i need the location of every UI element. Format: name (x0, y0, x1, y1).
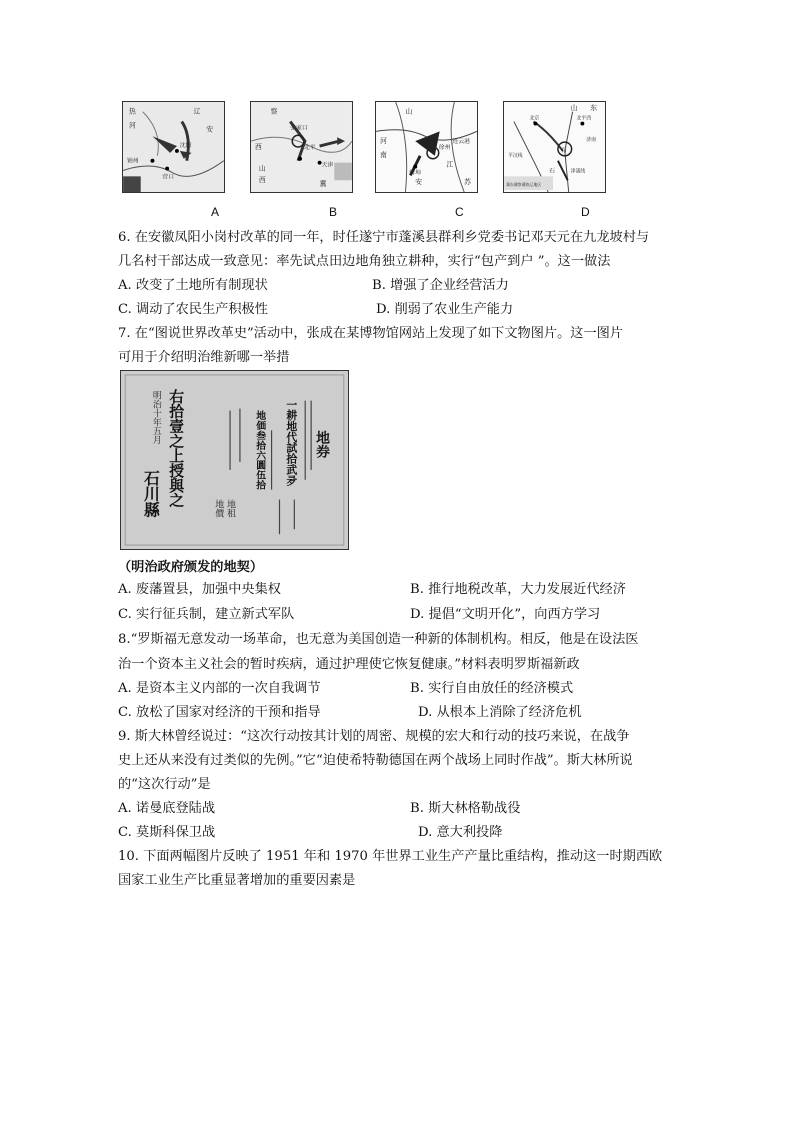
map-label-b: B (329, 205, 338, 219)
q8-option-d[interactable]: D. 从根本上消除了经济危机 (418, 705, 582, 720)
map-a-text-0: 辽 (193, 107, 201, 116)
q9-stem-line-1: 9. 斯大林曾经说过：“这次行动按其计划的周密、规模的宏大和行动的技巧来说，在战争 (118, 729, 630, 744)
map-c-image (376, 102, 477, 192)
deed-text-6: 地租 (225, 499, 236, 518)
map-a (122, 101, 225, 193)
map-b-text-2: 西 (258, 176, 266, 185)
q9-option-a[interactable]: A. 诺曼底登陆战 (118, 801, 216, 816)
map-label-c: C (455, 205, 464, 219)
map-d-text-8: 石 (549, 168, 555, 175)
map-a-text-3: 河 (128, 121, 136, 130)
q7-stem-line-2: 可用于介绍明治维新哪一举措 (118, 350, 290, 365)
q9-stem-line-3: 的“这次行动”是 (118, 777, 211, 792)
map-a-text-2: 热 (128, 107, 136, 116)
map-b-text-1: 山 (258, 164, 266, 173)
q6-option-c[interactable]: C. 调动了农民生产积极性 (118, 302, 268, 317)
map-c-text-1: 河 (380, 137, 387, 146)
map-d (503, 101, 606, 193)
map-c-text-4: 连云港 (452, 139, 471, 146)
q8-stem-line-2: 治一个资本主义社会的暂时疾病，通过护理使它恢复健康。”材料表明罗斯福新政 (118, 657, 580, 672)
map-a-text-6: 营口 (162, 174, 174, 181)
land-deed-photo (120, 370, 349, 550)
deed-text-3: 地券 (313, 430, 330, 459)
q8-option-c[interactable]: C. 放松了国家对经济的干预和指导 (118, 705, 321, 720)
q8-option-a[interactable]: A. 是资本主义内部的一次自我调节 (118, 681, 321, 696)
map-b-text-6: 冀 (319, 180, 327, 189)
deed-text-7: 地価叁拾六圓伍拾 (254, 410, 266, 490)
map-c-text-7: 蚌埠 (409, 170, 422, 177)
map-a-text-4: 锦州 (127, 158, 139, 165)
map-b-text-7: 西 (255, 142, 262, 151)
q9-option-d[interactable]: D. 意大利投降 (418, 825, 503, 840)
map-b-image (251, 102, 352, 192)
land-deed-image (121, 371, 348, 549)
q9-option-b[interactable]: B. 斯大林格勒战役 (410, 801, 521, 816)
q10-stem-line-2: 国家工业生产比重显著增加的重要因素是 (118, 873, 356, 888)
map-d-text-6: 北平西 (576, 115, 592, 122)
map-d-text-5: 北京 (529, 115, 540, 122)
map-label-a: A (211, 205, 220, 219)
map-c-text-0: 山 (405, 107, 413, 116)
deed-text-0: 右拾壹之上授與之 (167, 388, 185, 508)
map-c-text-5: 江 (446, 160, 454, 169)
map-c-text-6: 安 (415, 178, 423, 187)
map-d-text-7: 冀东冀察冀热辽地区 (506, 182, 542, 188)
map-b-text-0: 察 (270, 107, 278, 116)
map-b-text-5: 天津 (321, 162, 334, 169)
deed-text-2: 石川縣 (141, 469, 161, 518)
map-d-text-1: 东 (590, 103, 598, 112)
q7-option-c[interactable]: C. 实行征兵制，建立新式军队 (118, 607, 295, 622)
deed-text-1: 明治十年五月 (150, 390, 161, 445)
map-d-image (504, 102, 605, 192)
q7-option-d[interactable]: D. 提倡“文明开化”，向西方学习 (410, 607, 601, 622)
map-c-text-3: 徐州 (438, 144, 451, 151)
q6-option-d[interactable]: D. 削弱了农业生产能力 (376, 302, 514, 317)
q6-stem-line-1: 6. 在安徽凤阳小岗村改革的同一年，时任遂宁市蓬溪县群利乡党委书记邓天元在九龙坡村与 (118, 230, 650, 245)
map-a-text-5: 沈阳 (179, 143, 192, 149)
map-a-text-1: 安 (206, 125, 214, 134)
map-c (375, 101, 478, 193)
q9-option-c[interactable]: C. 莫斯科保卫战 (118, 825, 216, 840)
deed-text-4: 一耕地代試拾武夛 (284, 398, 298, 486)
q9-stem-line-2: 史上还从来没有过类似的先例。”它“迫使希特勒德国在两个战场上同时作战”。斯大林所说 (118, 753, 633, 768)
map-label-d: D (581, 205, 590, 219)
map-a-image (123, 102, 224, 192)
map-c-text-8: 苏 (464, 178, 471, 187)
q8-option-b[interactable]: B. 实行自由放任的经济模式 (410, 681, 574, 696)
map-d-text-3: 津浦线 (570, 168, 586, 175)
map-d-text-4: 石 (560, 147, 567, 154)
map-b-text-3: 张家口 (290, 125, 308, 132)
q10-stem-line-1: 10. 下面两幅图片反映了 1951 年和 1970 年世界工业生产产量比重结构，推动这一时期西欧 (118, 849, 663, 864)
map-row (122, 101, 612, 193)
map-b (250, 101, 353, 193)
map-d-text-0: 山 (570, 103, 578, 112)
deed-text-5: 地價 (213, 499, 224, 518)
map-d-text-2: 平汉线 (508, 152, 523, 159)
q7-option-a[interactable]: A. 废藩置县，加强中央集权 (118, 582, 281, 597)
map-d-text-9: 济南 (586, 137, 597, 144)
q6-stem-line-2: 几名村干部达成一致意见：率先试点田边地角独立耕种，实行“包产到户 ”。这一做法 (118, 254, 611, 269)
q7-stem-line-1: 7. 在“图说世界改革史”活动中，张成在某博物馆网站上发现了如下文物图片。这一图片 (118, 326, 624, 341)
q6-option-b[interactable]: B. 增强了企业经营活力 (372, 278, 509, 293)
q7-option-b[interactable]: B. 推行地税改革，大力发展近代经济 (410, 582, 626, 597)
q6-option-a[interactable]: A. 改变了土地所有制现状 (118, 278, 268, 293)
map-b-text-4: 北平 (303, 144, 316, 151)
map-c-text-2: 南 (380, 150, 387, 159)
q8-stem-line-1: 8.“罗斯福无意发动一场革命，也无意为美国创造一种新的体制机构。相反，他是在设法医 (118, 632, 639, 647)
deed-caption: （明治政府颁发的地契） (118, 560, 264, 575)
